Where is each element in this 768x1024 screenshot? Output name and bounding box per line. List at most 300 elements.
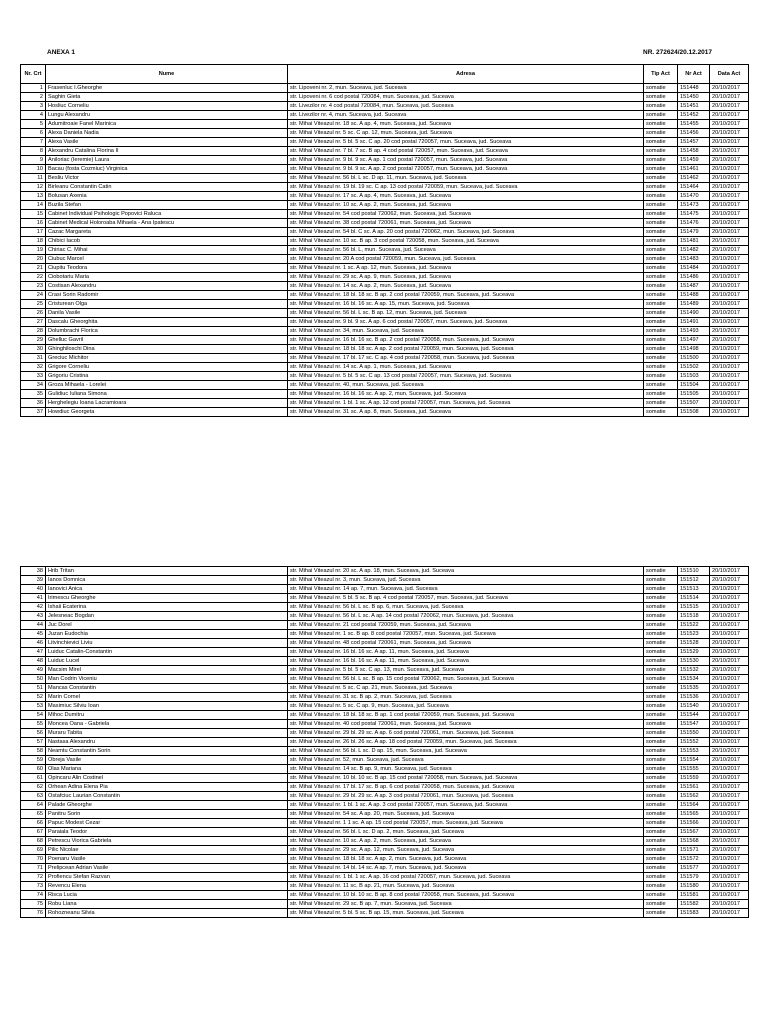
cell-tip-act: somatie	[644, 657, 678, 666]
cell-tip-act: somatie	[644, 291, 678, 300]
cell-adresa: str. Mihai Viteazul nr. 21 cod postal 720059, mun. Suceava, jud. Suceava	[288, 621, 644, 630]
cell-data-act: 20/10/2017	[710, 765, 749, 774]
cell-data-act: 20/10/2017	[710, 855, 749, 864]
cell-adresa: str. Mihai Viteazul nr. 56 bl. L sc. D ap. 2, mun. Suceava, jud. Suceava	[288, 828, 644, 837]
table-row	[21, 648, 749, 657]
cell-nr-act: 151502	[678, 363, 710, 372]
cell-adresa: str. Mihai Viteazul nr. 5 bl. 5 sc. C ap. 13, mun. Suceava, jud. Suceava	[288, 666, 644, 675]
cell-nr-act: 151510	[678, 567, 710, 576]
table-row	[21, 792, 749, 801]
table-row	[21, 147, 749, 156]
table-row	[21, 174, 749, 183]
cell-nr-act: 151483	[678, 255, 710, 264]
table-row	[21, 318, 749, 327]
cell-data-act: 20/10/2017	[710, 246, 749, 255]
cell-nr-crt: 14	[21, 201, 46, 210]
cell-nr-crt: 9	[21, 156, 46, 165]
cell-nr-crt: 31	[21, 354, 46, 363]
cell-tip-act: somatie	[644, 675, 678, 684]
table-row	[21, 264, 749, 273]
cell-nr-crt: 74	[21, 891, 46, 900]
cell-nr-crt: 27	[21, 318, 46, 327]
cell-tip-act: somatie	[644, 318, 678, 327]
table-row	[21, 837, 749, 846]
cell-data-act: 20/10/2017	[710, 210, 749, 219]
cell-tip-act: somatie	[644, 327, 678, 336]
cell-nume: Masimiuc Silviu Ioan	[46, 702, 288, 711]
cell-nume: Howdiuc Georgeta	[46, 408, 288, 417]
table-row	[21, 219, 749, 228]
cell-nr-crt: 32	[21, 363, 46, 372]
cell-nr-act: 151514	[678, 594, 710, 603]
cell-adresa: str. Mihai Viteazul nr. 40, mun. Suceava, jud. Suceava	[288, 381, 644, 390]
cell-adresa: str. Mihai Viteazul nr. 5 bl. 5 sc. B ap. 15, mun. Suceava, jud. Suceava	[288, 909, 644, 918]
cell-nr-act: 151554	[678, 756, 710, 765]
cell-tip-act: somatie	[644, 801, 678, 810]
cell-nr-crt: 24	[21, 291, 46, 300]
cell-nr-act: 151503	[678, 372, 710, 381]
cell-nr-crt: 65	[21, 810, 46, 819]
cell-nume: Hosliuc Corneliu	[46, 102, 288, 111]
table-row	[21, 630, 749, 639]
cell-nr-crt: 18	[21, 237, 46, 246]
cell-tip-act: somatie	[644, 882, 678, 891]
cell-data-act: 20/10/2017	[710, 183, 749, 192]
cell-adresa: str. Mihai Viteazul nr. 29 sc. B ap. 7, mun. Suceava, jud. Suceava	[288, 900, 644, 909]
cell-data-act: 20/10/2017	[710, 639, 749, 648]
cell-adresa: str. Mihai Viteazul nr. 16 bl. 16 sc. A ap. 15, mun. Suceava, jud. Suceava	[288, 300, 644, 309]
cell-tip-act: somatie	[644, 828, 678, 837]
cell-adresa: str. Mihai Viteazul nr. 40 cod postal 720061, mun. Suceava, jud. Suceava	[288, 720, 644, 729]
cell-nume: Juzan Eudochia	[46, 630, 288, 639]
cell-nume: Irimescu Gheorghe	[46, 594, 288, 603]
table-row	[21, 864, 749, 873]
cell-nr-crt: 68	[21, 837, 46, 846]
cell-tip-act: somatie	[644, 747, 678, 756]
cell-nr-crt: 48	[21, 657, 46, 666]
cell-nume: Panitru Sorin	[46, 810, 288, 819]
table-row	[21, 756, 749, 765]
table-row	[21, 738, 749, 747]
cell-data-act: 20/10/2017	[710, 846, 749, 855]
cell-data-act: 20/10/2017	[710, 408, 749, 417]
cell-data-act: 20/10/2017	[710, 864, 749, 873]
cell-nr-act: 151461	[678, 165, 710, 174]
table-row	[21, 801, 749, 810]
cell-nr-act: 151512	[678, 576, 710, 585]
table-row	[21, 783, 749, 792]
header-nr-crt: Nr. Crt	[21, 65, 46, 84]
table-row	[21, 900, 749, 909]
cell-nr-act: 151566	[678, 819, 710, 828]
table-row	[21, 603, 749, 612]
cell-data-act: 20/10/2017	[710, 255, 749, 264]
table-body	[21, 84, 749, 417]
cell-nume: Cabinet Medical Holoroaba Mihaela - Ana Ipatescu	[46, 219, 288, 228]
document-reference: NR. 272624/20.12.2017	[643, 49, 713, 56]
cell-nr-crt: 50	[21, 675, 46, 684]
cell-tip-act: somatie	[644, 684, 678, 693]
table-row	[21, 774, 749, 783]
cell-data-act: 20/10/2017	[710, 318, 749, 327]
cell-data-act: 20/10/2017	[710, 882, 749, 891]
table-row	[21, 855, 749, 864]
cell-nr-act: 151540	[678, 702, 710, 711]
cell-tip-act: somatie	[644, 567, 678, 576]
cell-nume: Bacau (fosta Cozmiuc) Virginica	[46, 165, 288, 174]
cell-nume: Ostafciuc Laurian Constantin	[46, 792, 288, 801]
cell-adresa: str. Mihai Viteazul nr. 48 cod postal 720061, mun. Suceava, jud. Suceava	[288, 639, 644, 648]
cell-nume: Ciupitu Teodora	[46, 264, 288, 273]
cell-data-act: 20/10/2017	[710, 345, 749, 354]
cell-nr-act: 151583	[678, 909, 710, 918]
cell-nume: Robu Liana	[46, 900, 288, 909]
cell-nr-act: 151553	[678, 747, 710, 756]
cell-nr-crt: 38	[21, 567, 46, 576]
cell-tip-act: somatie	[644, 129, 678, 138]
cell-nr-act: 151577	[678, 864, 710, 873]
cell-adresa: str. Mihai Viteazul nr. 29 bl. 29 sc. A ap. 3 cod postal 720061, mun. Suceava, jud. Suceava	[288, 792, 644, 801]
cell-adresa: str. Mihai Viteazul nr. 18 bl. 18 sc. A ap. 2 cod postal 720059, mun. Suceava, jud. Suceava	[288, 345, 644, 354]
cell-tip-act: somatie	[644, 93, 678, 102]
cell-tip-act: somatie	[644, 711, 678, 720]
cell-nr-act: 151536	[678, 693, 710, 702]
cell-nr-crt: 16	[21, 219, 46, 228]
cell-nr-act: 151562	[678, 792, 710, 801]
table-row	[21, 345, 749, 354]
cell-nr-act: 151571	[678, 846, 710, 855]
cell-nr-crt: 69	[21, 846, 46, 855]
cell-data-act: 20/10/2017	[710, 327, 749, 336]
cell-nr-act: 151515	[678, 603, 710, 612]
cell-data-act: 20/10/2017	[710, 84, 749, 93]
cell-data-act: 20/10/2017	[710, 828, 749, 837]
cell-nr-act: 151479	[678, 228, 710, 237]
cell-nr-crt: 22	[21, 273, 46, 282]
cell-nr-crt: 11	[21, 174, 46, 183]
cell-nr-crt: 29	[21, 336, 46, 345]
cell-adresa: str. Mihai Viteazul nr. 17 bl. 17 sc. B ap. 6 cod postal 720058, mun. Suceava, jud. Suceava	[288, 783, 644, 792]
table-row	[21, 291, 749, 300]
cell-nr-act: 151476	[678, 219, 710, 228]
cell-nume: Mihoc Dumitru	[46, 711, 288, 720]
cell-nr-act: 151561	[678, 783, 710, 792]
cell-nume: Obreja Vasile	[46, 756, 288, 765]
cell-adresa: str. Mihai Viteazul nr. 56 bl. L, mun. Suceava, jud. Suceava	[288, 246, 644, 255]
cell-adresa: str. Mihai Viteazul nr. 18 bl. 18 sc. B ap. 2 cod postal 720059, mun. Suceava, jud. Suceava	[288, 291, 644, 300]
table-row	[21, 621, 749, 630]
cell-nr-crt: 53	[21, 702, 46, 711]
cell-data-act: 20/10/2017	[710, 603, 749, 612]
cell-adresa: str. Mihai Viteazul nr. 20 A cod postal 720059, mun. Suceava, jud. Suceava	[288, 255, 644, 264]
cell-nr-act: 151500	[678, 354, 710, 363]
cell-adresa: str. Mihai Viteazul nr. 10 bl. 10 sc. B ap. 8 cod postal 720058, mun. Suceava, jud. Suceava	[288, 891, 644, 900]
cell-adresa: str. Mihai Viteazul nr. 9 bl. 9 sc. A ap. 2 cod postal 720057, mun. Suceava, jud. Suceava	[288, 165, 644, 174]
cell-nume: Bolusan Axenia	[46, 192, 288, 201]
cell-nr-crt: 63	[21, 792, 46, 801]
cell-nume: Jelesneac Bogdan	[46, 612, 288, 621]
cell-tip-act: somatie	[644, 873, 678, 882]
cell-tip-act: somatie	[644, 576, 678, 585]
cell-tip-act: somatie	[644, 729, 678, 738]
table-row	[21, 810, 749, 819]
cell-tip-act: somatie	[644, 255, 678, 264]
cell-tip-act: somatie	[644, 372, 678, 381]
cell-adresa: str. Mihai Viteazul nr. 14 sc. B ap. 9, mun. Suceava, jud. Suceava	[288, 765, 644, 774]
cell-tip-act: somatie	[644, 900, 678, 909]
cell-nume: Mancas Constantin	[46, 684, 288, 693]
cell-adresa: str. Mihai Viteazul nr. 3, mun. Suceava, jud. Suceava	[288, 576, 644, 585]
cell-tip-act: somatie	[644, 909, 678, 918]
cell-nr-crt: 30	[21, 345, 46, 354]
cell-tip-act: somatie	[644, 621, 678, 630]
cell-tip-act: somatie	[644, 846, 678, 855]
table-row	[21, 882, 749, 891]
table-row	[21, 183, 749, 192]
table-row	[21, 585, 749, 594]
cell-tip-act: somatie	[644, 408, 678, 417]
cell-nume: Marin Cornel	[46, 693, 288, 702]
cell-tip-act: somatie	[644, 810, 678, 819]
cell-nume: Alexandru Catalina Florina II	[46, 147, 288, 156]
cell-nr-crt: 1	[21, 84, 46, 93]
cell-nr-act: 151486	[678, 273, 710, 282]
cell-nume: Hrib Tritan	[46, 567, 288, 576]
cell-nr-act: 151487	[678, 282, 710, 291]
cell-adresa: str. Mihai Viteazul nr. 1 bl. 1 sc. A ap. 16 cod postal 720057, mun. Suceava, jud. Suceava	[288, 873, 644, 882]
cell-data-act: 20/10/2017	[710, 399, 749, 408]
cell-nr-act: 151581	[678, 891, 710, 900]
cell-adresa: str. Mihai Viteazul nr. 56 bl. L sc. B ap. 6, mun. Suceava, jud. Suceava	[288, 603, 644, 612]
cell-nr-crt: 47	[21, 648, 46, 657]
cell-data-act: 20/10/2017	[710, 774, 749, 783]
cell-nr-act: 151508	[678, 408, 710, 417]
table-row	[21, 363, 749, 372]
cell-nr-crt: 33	[21, 372, 46, 381]
cell-nume: Dascalu Gheorghita	[46, 318, 288, 327]
cell-adresa: str. Mihai Viteazul nr. 5 bl. 5 sc. C ap. 13 cod postal 720057, mun. Suceava, jud. Suceava	[288, 372, 644, 381]
cell-nume: Ciobotariu Maria	[46, 273, 288, 282]
table-row	[21, 282, 749, 291]
cell-data-act: 20/10/2017	[710, 837, 749, 846]
cell-data-act: 20/10/2017	[710, 819, 749, 828]
cell-nr-crt: 49	[21, 666, 46, 675]
cell-nume: Olas Mariana	[46, 765, 288, 774]
cell-data-act: 20/10/2017	[710, 237, 749, 246]
cell-nr-crt: 10	[21, 165, 46, 174]
cell-nr-act: 151505	[678, 390, 710, 399]
cell-nr-crt: 36	[21, 399, 46, 408]
cell-nume: Chibici Iacob	[46, 237, 288, 246]
cell-nr-act: 151470	[678, 192, 710, 201]
cell-data-act: 20/10/2017	[710, 93, 749, 102]
cell-nume: Gulidiuc Iuliana Simona	[46, 390, 288, 399]
table-row	[21, 102, 749, 111]
cell-nume: Adumitroaie Fanel Marinica	[46, 120, 288, 129]
cell-tip-act: somatie	[644, 273, 678, 282]
cell-nr-act: 151555	[678, 765, 710, 774]
cell-data-act: 20/10/2017	[710, 576, 749, 585]
table-row	[21, 327, 749, 336]
cell-data-act: 20/10/2017	[710, 594, 749, 603]
cell-nr-crt: 58	[21, 747, 46, 756]
cell-nume: Palade Gheorghe	[46, 801, 288, 810]
cell-tip-act: somatie	[644, 210, 678, 219]
cell-nr-act: 151547	[678, 720, 710, 729]
table-row	[21, 693, 749, 702]
cell-tip-act: somatie	[644, 693, 678, 702]
cell-nr-act: 151535	[678, 684, 710, 693]
cell-nr-crt: 55	[21, 720, 46, 729]
cell-adresa: str. Mihai Viteazul nr. 1 bl. 1 sc. A ap. 3 cod postal 720057, mun. Suceava, jud. Suceava	[288, 801, 644, 810]
cell-nume: Saghin Gieta	[46, 93, 288, 102]
cell-data-act: 20/10/2017	[710, 693, 749, 702]
cell-adresa: str. Mihai Viteazul nr. 7 bl. 7 sc. B ap. 4 cod postal 720057, mun. Suceava, jud. Suceava	[288, 147, 644, 156]
cell-nr-crt: 5	[21, 120, 46, 129]
cell-nr-act: 151452	[678, 111, 710, 120]
table-row	[21, 156, 749, 165]
cell-data-act: 20/10/2017	[710, 648, 749, 657]
cell-data-act: 20/10/2017	[710, 354, 749, 363]
cell-tip-act: somatie	[644, 399, 678, 408]
cell-tip-act: somatie	[644, 228, 678, 237]
cell-adresa: str. Mihai Viteazul nr. 29 sc. A ap. 9, mun. Suceava, jud. Suceava	[288, 273, 644, 282]
cell-nr-act: 151550	[678, 729, 710, 738]
cell-nume: Luiduc Lucel	[46, 657, 288, 666]
cell-nume: Groza Mihaela - Lorelei	[46, 381, 288, 390]
cell-nr-crt: 57	[21, 738, 46, 747]
cell-nr-act: 151565	[678, 810, 710, 819]
cell-nr-act: 151456	[678, 129, 710, 138]
table-row	[21, 720, 749, 729]
table-row	[21, 381, 749, 390]
cell-tip-act: somatie	[644, 237, 678, 246]
cell-adresa: str. Mihai Viteazul nr. 9 bl. 9 sc. A ap. 1 cod postal 720057, mun. Suceava, jud. Suceava	[288, 156, 644, 165]
cell-nr-crt: 7	[21, 138, 46, 147]
cell-nume: Paraiala Teodor	[46, 828, 288, 837]
cell-nume: Prelipcean Adrian Vasile	[46, 864, 288, 873]
cell-nr-crt: 71	[21, 864, 46, 873]
cell-nume: Cabinet Individual Psihologic Popovici Raluca	[46, 210, 288, 219]
cell-data-act: 20/10/2017	[710, 657, 749, 666]
cell-nr-act: 151582	[678, 900, 710, 909]
cell-data-act: 20/10/2017	[710, 138, 749, 147]
cell-nr-act: 151504	[678, 381, 710, 390]
cell-nr-act: 151579	[678, 873, 710, 882]
cell-nr-crt: 73	[21, 882, 46, 891]
cell-nume: Herghelegiu Ioana Lacramioara	[46, 399, 288, 408]
cell-nr-crt: 64	[21, 801, 46, 810]
cell-nr-act: 151544	[678, 711, 710, 720]
cell-data-act: 20/10/2017	[710, 219, 749, 228]
cell-adresa: str. Mihai Viteazul nr. 1 1 sc. A ap. 15 cod postal 720057, mun. Suceava, jud. Suceava	[288, 819, 644, 828]
cell-nume: Ianos Domnica	[46, 576, 288, 585]
table-row	[21, 675, 749, 684]
table-row	[21, 684, 749, 693]
cell-nr-act: 151459	[678, 156, 710, 165]
table-row	[21, 255, 749, 264]
cell-data-act: 20/10/2017	[710, 309, 749, 318]
table-row	[21, 576, 749, 585]
cell-adresa: str. Mihai Viteazul nr. 29 bl. 29 sc. A ap. 6 cod postal 720061, mun. Suceava, jud. Suceava	[288, 729, 644, 738]
cell-nume: Poenaru Vasile	[46, 855, 288, 864]
cell-nr-act: 151475	[678, 210, 710, 219]
table-row	[21, 909, 749, 918]
table-row	[21, 93, 749, 102]
cell-nume: Aniloriac (Ieremie) Laura	[46, 156, 288, 165]
cell-data-act: 20/10/2017	[710, 738, 749, 747]
header-nume: Nume	[46, 65, 288, 84]
cell-nume: Ianovici Anica	[46, 585, 288, 594]
cell-data-act: 20/10/2017	[710, 729, 749, 738]
cell-nume: Petrescu Viorica Gabriela	[46, 837, 288, 846]
cell-nume: Lungu Alexandru	[46, 111, 288, 120]
cell-nr-crt: 42	[21, 603, 46, 612]
cell-nume: Alexa Vasile	[46, 138, 288, 147]
cell-adresa: str. Mihai Viteazul nr. 31 sc. B ap. 2, mun. Suceava, jud. Suceava	[288, 693, 644, 702]
cell-nume: Chiriac C. Mihai	[46, 246, 288, 255]
cell-nr-crt: 12	[21, 183, 46, 192]
cell-nr-act: 151522	[678, 621, 710, 630]
cell-nr-act: 151491	[678, 318, 710, 327]
cell-nume: Alexa Daniela Nadia	[46, 129, 288, 138]
cell-data-act: 20/10/2017	[710, 111, 749, 120]
notices-table-part-1	[20, 64, 749, 417]
cell-nr-act: 151451	[678, 102, 710, 111]
cell-nume: Cristurean Olga	[46, 300, 288, 309]
cell-nume: Muraru Tabita	[46, 729, 288, 738]
cell-nume: Grigoriu Cristina	[46, 372, 288, 381]
cell-nr-crt: 75	[21, 900, 46, 909]
cell-tip-act: somatie	[644, 111, 678, 120]
cell-adresa: str. Livezilor nr. 4, mun. Suceava, jud. Suceava	[288, 111, 644, 120]
cell-tip-act: somatie	[644, 720, 678, 729]
cell-tip-act: somatie	[644, 585, 678, 594]
cell-nr-act: 151580	[678, 882, 710, 891]
cell-adresa: str. Mihai Viteazul nr. 14 ap. 7, mun. Suceava, jud. Suceava	[288, 585, 644, 594]
cell-nr-act: 151529	[678, 648, 710, 657]
table-row	[21, 273, 749, 282]
cell-tip-act: somatie	[644, 282, 678, 291]
table-row	[21, 138, 749, 147]
cell-data-act: 20/10/2017	[710, 630, 749, 639]
cell-data-act: 20/10/2017	[710, 675, 749, 684]
cell-nr-crt: 56	[21, 729, 46, 738]
cell-data-act: 20/10/2017	[710, 684, 749, 693]
cell-tip-act: somatie	[644, 363, 678, 372]
cell-tip-act: somatie	[644, 138, 678, 147]
cell-adresa: str. Mihai Viteazul nr. 14 bl. 14 sc. A ap. 7, mun. Suceava, jud. Suceava	[288, 864, 644, 873]
cell-nr-crt: 41	[21, 594, 46, 603]
cell-data-act: 20/10/2017	[710, 891, 749, 900]
cell-data-act: 20/10/2017	[710, 621, 749, 630]
cell-nr-act: 151457	[678, 138, 710, 147]
cell-data-act: 20/10/2017	[710, 102, 749, 111]
cell-nr-act: 151532	[678, 666, 710, 675]
table-row	[21, 828, 749, 837]
cell-nr-act: 151481	[678, 237, 710, 246]
cell-tip-act: somatie	[644, 345, 678, 354]
cell-adresa: str. Mihai Viteazul nr. 10 sc. A ap. 2, mun. Suceava, jud. Suceava	[288, 201, 644, 210]
cell-adresa: str. Mihai Viteazul nr. 56 bl. L sc. B ap. 15 cod postal 720062, mun. Suceava, jud. Suceava	[288, 675, 644, 684]
cell-tip-act: somatie	[644, 354, 678, 363]
cell-data-act: 20/10/2017	[710, 747, 749, 756]
cell-data-act: 20/10/2017	[710, 120, 749, 129]
cell-adresa: str. Mihai Viteazul nr. 54 sc. A ap. 20, mun. Suceava, jud. Suceava	[288, 810, 644, 819]
table-row	[21, 309, 749, 318]
table-header-row	[21, 65, 749, 84]
table-row	[21, 408, 749, 417]
